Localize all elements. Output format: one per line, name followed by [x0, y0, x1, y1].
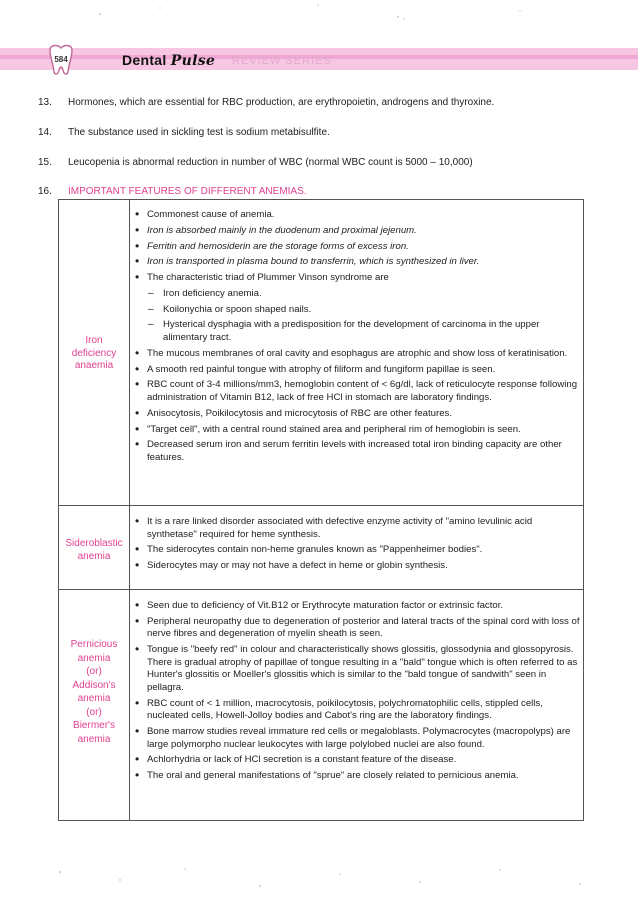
- cell-iron-deficiency: [134, 209, 580, 468]
- list-item: – Koilonychia or spoon shaped nails.: [134, 304, 580, 317]
- scan-speckle-top: [0, 0, 638, 30]
- list-item: • Seen due to deficiency of Vit.B12 or Erythrocyte maturation factor or extrinsic factor.: [134, 600, 580, 613]
- anemia-table: [58, 199, 584, 821]
- brand-ghost-text: REVIEW SERIES: [232, 55, 332, 67]
- list-item: • Tongue is "beefy red" in colour and characteristically shows glossitis, glossodynia and glossopyrosis. There is gradual atrophy of papillae of tongue resulting in a "bald" tongue which is often referred to as Hunter's glossitis or Moeller's glossitis which is similar to the "bald tongue of sandwith" seen in pellagra.: [134, 644, 580, 694]
- list-item: • Ferritin and hemosiderin are the storage forms of excess iron.: [134, 241, 580, 254]
- list-item: • Decreased serum iron and serum ferritin levels with increased total iron binding capacity are other features.: [134, 439, 580, 464]
- item-13: 13. Hormones, which are essential for RBC production, are erythropoietin, androgens and thyroxine.: [38, 97, 495, 108]
- label-sideroblastic: Sideroblastic anemia: [65, 538, 123, 562]
- list-item: • Bone marrow studies reveal immature red cells or megaloblasts. Polymacrocytes (macropolyps) are large polymorpho nuclear leukocytes with large polylobed nuclei are also found.: [134, 726, 580, 751]
- cell-pernicious: [134, 600, 580, 786]
- list-item: • RBC count of < 1 million, macrocytosis, poikilocytosis, polychromatophilic cells, stippled cells, nucleated cells, Howell-Jolloy bodies and Cabot's ring are the laboratory findings.: [134, 698, 580, 723]
- list-item: • Peripheral neuropathy due to degeneration of posterior and lateral tracts of the spinal cord with loss of nerve fibres and degeneration of myelin sheath is seen.: [134, 616, 580, 641]
- page-number: 584: [54, 55, 68, 64]
- item-14: 14. The substance used in sickling test is sodium metabisulfite.: [38, 127, 330, 138]
- list-item: • The mucous membranes of oral cavity and esophagus are atrophic and show loss of keratinisation.: [134, 348, 580, 361]
- list-item: • "Target cell", with a central round stained area and peripheral rim of hemoglobin is seen.: [134, 424, 580, 437]
- list-item: • It is a rare linked disorder associated with defective enzyme activity of "amino levulinic acid synthetase" required for heme synthesis.: [134, 516, 580, 541]
- list-item: • Anisocytosis, Poikilocytosis and microcytosis of RBC are other features.: [134, 408, 580, 421]
- list-item: • Iron is transported in plasma bound to transferrin, which is synthesized in liver.: [134, 256, 580, 269]
- row-divider: [59, 505, 583, 506]
- cell-sideroblastic: [134, 516, 580, 576]
- list-item: • A smooth red painful tongue with atrophy of filiform and fungiform papillae is seen.: [134, 364, 580, 377]
- list-item: • Siderocytes may or may not have a defect in heme or globin synthesis.: [134, 560, 580, 573]
- list-item: • RBC count of 3-4 millions/mm3, hemoglobin content of < 6g/dl, lack of reticulocyte response following administration of Vitamin B12, lack of free HCl in stomach are laboratory findings.: [134, 379, 580, 404]
- list-item: • The siderocytes contain non-heme granules known as "Pappenheimer bodies".: [134, 544, 580, 557]
- item-16: 16. IMPORTANT FEATURES OF DIFFERENT ANEMIAS.: [38, 186, 307, 197]
- item-15: 15. Leucopenia is abnormal reduction in number of WBC (normal WBC count is 5000 – 10,000): [38, 157, 473, 168]
- list-item: – Iron deficiency anemia.: [134, 288, 580, 301]
- column-divider: [129, 200, 130, 820]
- list-item: • The characteristic triad of Plummer Vinson syndrome are: [134, 272, 580, 285]
- list-item: • The oral and general manifestations of "sprue" are closely related to pernicious anemia.: [134, 770, 580, 783]
- brand-script: Pulse: [170, 53, 216, 69]
- brand-main: Dental: [122, 52, 167, 68]
- list-item: • Iron is absorbed mainly in the duodenum and proximal jejenum.: [134, 225, 580, 238]
- list-item: – Hysterical dysphagia with a predisposition for the development of carcinoma in the upper alimentary tract.: [134, 319, 580, 344]
- scan-speckle-bottom: [0, 860, 638, 900]
- label-iron-deficiency: Iron deficiency anaemia: [71, 335, 117, 371]
- brand-title: [122, 52, 215, 69]
- list-item: • Achlorhydria or lack of HCl secretion is a constant feature of the disease.: [134, 754, 580, 767]
- list-item: • Commonest cause of anemia.: [134, 209, 580, 222]
- label-pernicious: Pernicious anemia (or) Addison's anemia (or) Biermer's anemia: [70, 639, 118, 745]
- row-divider: [59, 589, 583, 590]
